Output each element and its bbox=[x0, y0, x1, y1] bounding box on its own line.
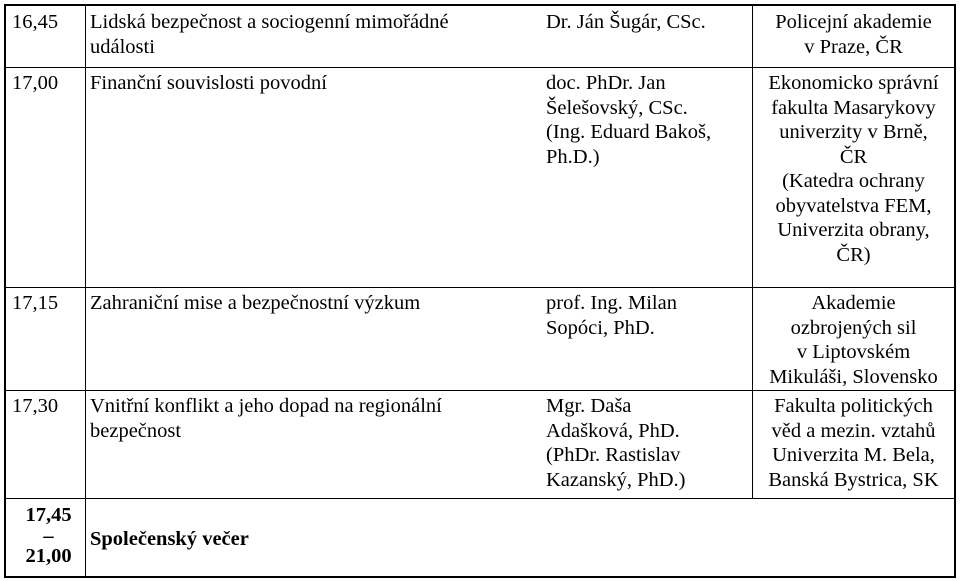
topic-text: Zahraniční mise a bezpečnostní výzkum bbox=[90, 292, 421, 314]
speaker-cell bbox=[542, 498, 752, 576]
speaker-text: Šelešovský, CSc. bbox=[546, 96, 688, 119]
topic-cell bbox=[86, 390, 542, 498]
topic-text: Společenský večer bbox=[90, 528, 249, 550]
institution-text: Akademie bbox=[811, 292, 896, 314]
institution-text: Policejní akademie bbox=[775, 11, 932, 33]
institution-text: Banská Bystrica, SK bbox=[768, 468, 939, 491]
table-row bbox=[6, 287, 954, 391]
speaker-text: (Ing. Eduard Bakoš, bbox=[546, 121, 712, 143]
time-text: 17,30 bbox=[12, 395, 59, 417]
institution-text: ozbrojených sil bbox=[790, 316, 917, 339]
speaker-cell bbox=[542, 390, 752, 498]
topic-cell bbox=[86, 498, 542, 576]
speaker-cell bbox=[542, 67, 752, 287]
institution-text: univerzity v Brně, bbox=[779, 121, 928, 143]
topic-text: Vnitřní konflikt a jeho dopad na regionální bbox=[90, 395, 442, 417]
institution-text: Univerzita M. Bela, bbox=[772, 444, 935, 466]
topic-cell bbox=[86, 6, 542, 67]
speaker-text: Sopóci, PhD. bbox=[546, 316, 655, 339]
speaker-text: Ph.D.) bbox=[546, 145, 600, 168]
institution-cell bbox=[752, 6, 954, 67]
speaker-text: Dr. Ján Šugár, CSc. bbox=[546, 11, 706, 33]
time-cell bbox=[6, 498, 86, 576]
table-row bbox=[6, 498, 954, 576]
institution-cell bbox=[752, 67, 954, 287]
institution-text: v Liptovském bbox=[796, 341, 911, 363]
speaker-text: (PhDr. Rastislav bbox=[546, 444, 681, 466]
time-cell bbox=[6, 6, 86, 67]
time-text: 16,45 bbox=[12, 11, 59, 33]
time-text: 21,00 bbox=[25, 545, 72, 567]
institution-text: Fakulta politických bbox=[774, 395, 933, 417]
institution-cell bbox=[752, 287, 954, 390]
speaker-text: prof. Ing. Milan bbox=[546, 292, 677, 314]
institution-cell bbox=[752, 498, 954, 576]
topic-cell bbox=[86, 287, 542, 390]
speaker-cell bbox=[542, 6, 752, 67]
program-table bbox=[4, 4, 956, 578]
institution-text: ČR bbox=[839, 145, 868, 168]
time-text: 17,45 bbox=[25, 504, 72, 526]
institution-text: fakulta Masarykovy bbox=[771, 96, 936, 119]
time-cell bbox=[6, 287, 86, 390]
topic-text: bezpečnost bbox=[90, 419, 182, 442]
speaker-cell bbox=[542, 287, 752, 390]
time-text: 17,00 bbox=[12, 72, 59, 94]
institution-text: v Praze, ČR bbox=[804, 35, 903, 58]
topic-text: události bbox=[90, 35, 155, 58]
institution-text: ČR) bbox=[836, 243, 871, 266]
time-cell bbox=[6, 67, 86, 287]
time-text: – bbox=[43, 525, 54, 547]
institution-text: Univerzita obrany, bbox=[777, 219, 930, 241]
time-text: 17,15 bbox=[12, 292, 59, 314]
table-row bbox=[6, 390, 954, 499]
topic-text: Finanční souvislosti povodní bbox=[90, 72, 327, 94]
topic-cell bbox=[86, 67, 542, 287]
speaker-text: Mgr. Daša bbox=[546, 395, 632, 417]
table-row bbox=[6, 6, 954, 68]
institution-cell bbox=[752, 390, 954, 498]
institution-text: obyvatelstva FEM, bbox=[775, 194, 932, 217]
institution-text: věd a mezin. vztahů bbox=[771, 419, 936, 442]
speaker-text: doc. PhDr. Jan bbox=[546, 72, 666, 94]
institution-text: Ekonomicko správní bbox=[768, 72, 939, 94]
speaker-text: Adašková, PhD. bbox=[546, 419, 680, 442]
institution-text: (Katedra ochrany bbox=[782, 170, 925, 192]
institution-text: Mikuláši, Slovensko bbox=[769, 365, 938, 388]
table-row bbox=[6, 67, 954, 288]
topic-text: Lidská bezpečnost a sociogenní mimořádné bbox=[90, 11, 449, 33]
speaker-text: Kazanský, PhD.) bbox=[546, 468, 686, 491]
time-cell bbox=[6, 390, 86, 498]
